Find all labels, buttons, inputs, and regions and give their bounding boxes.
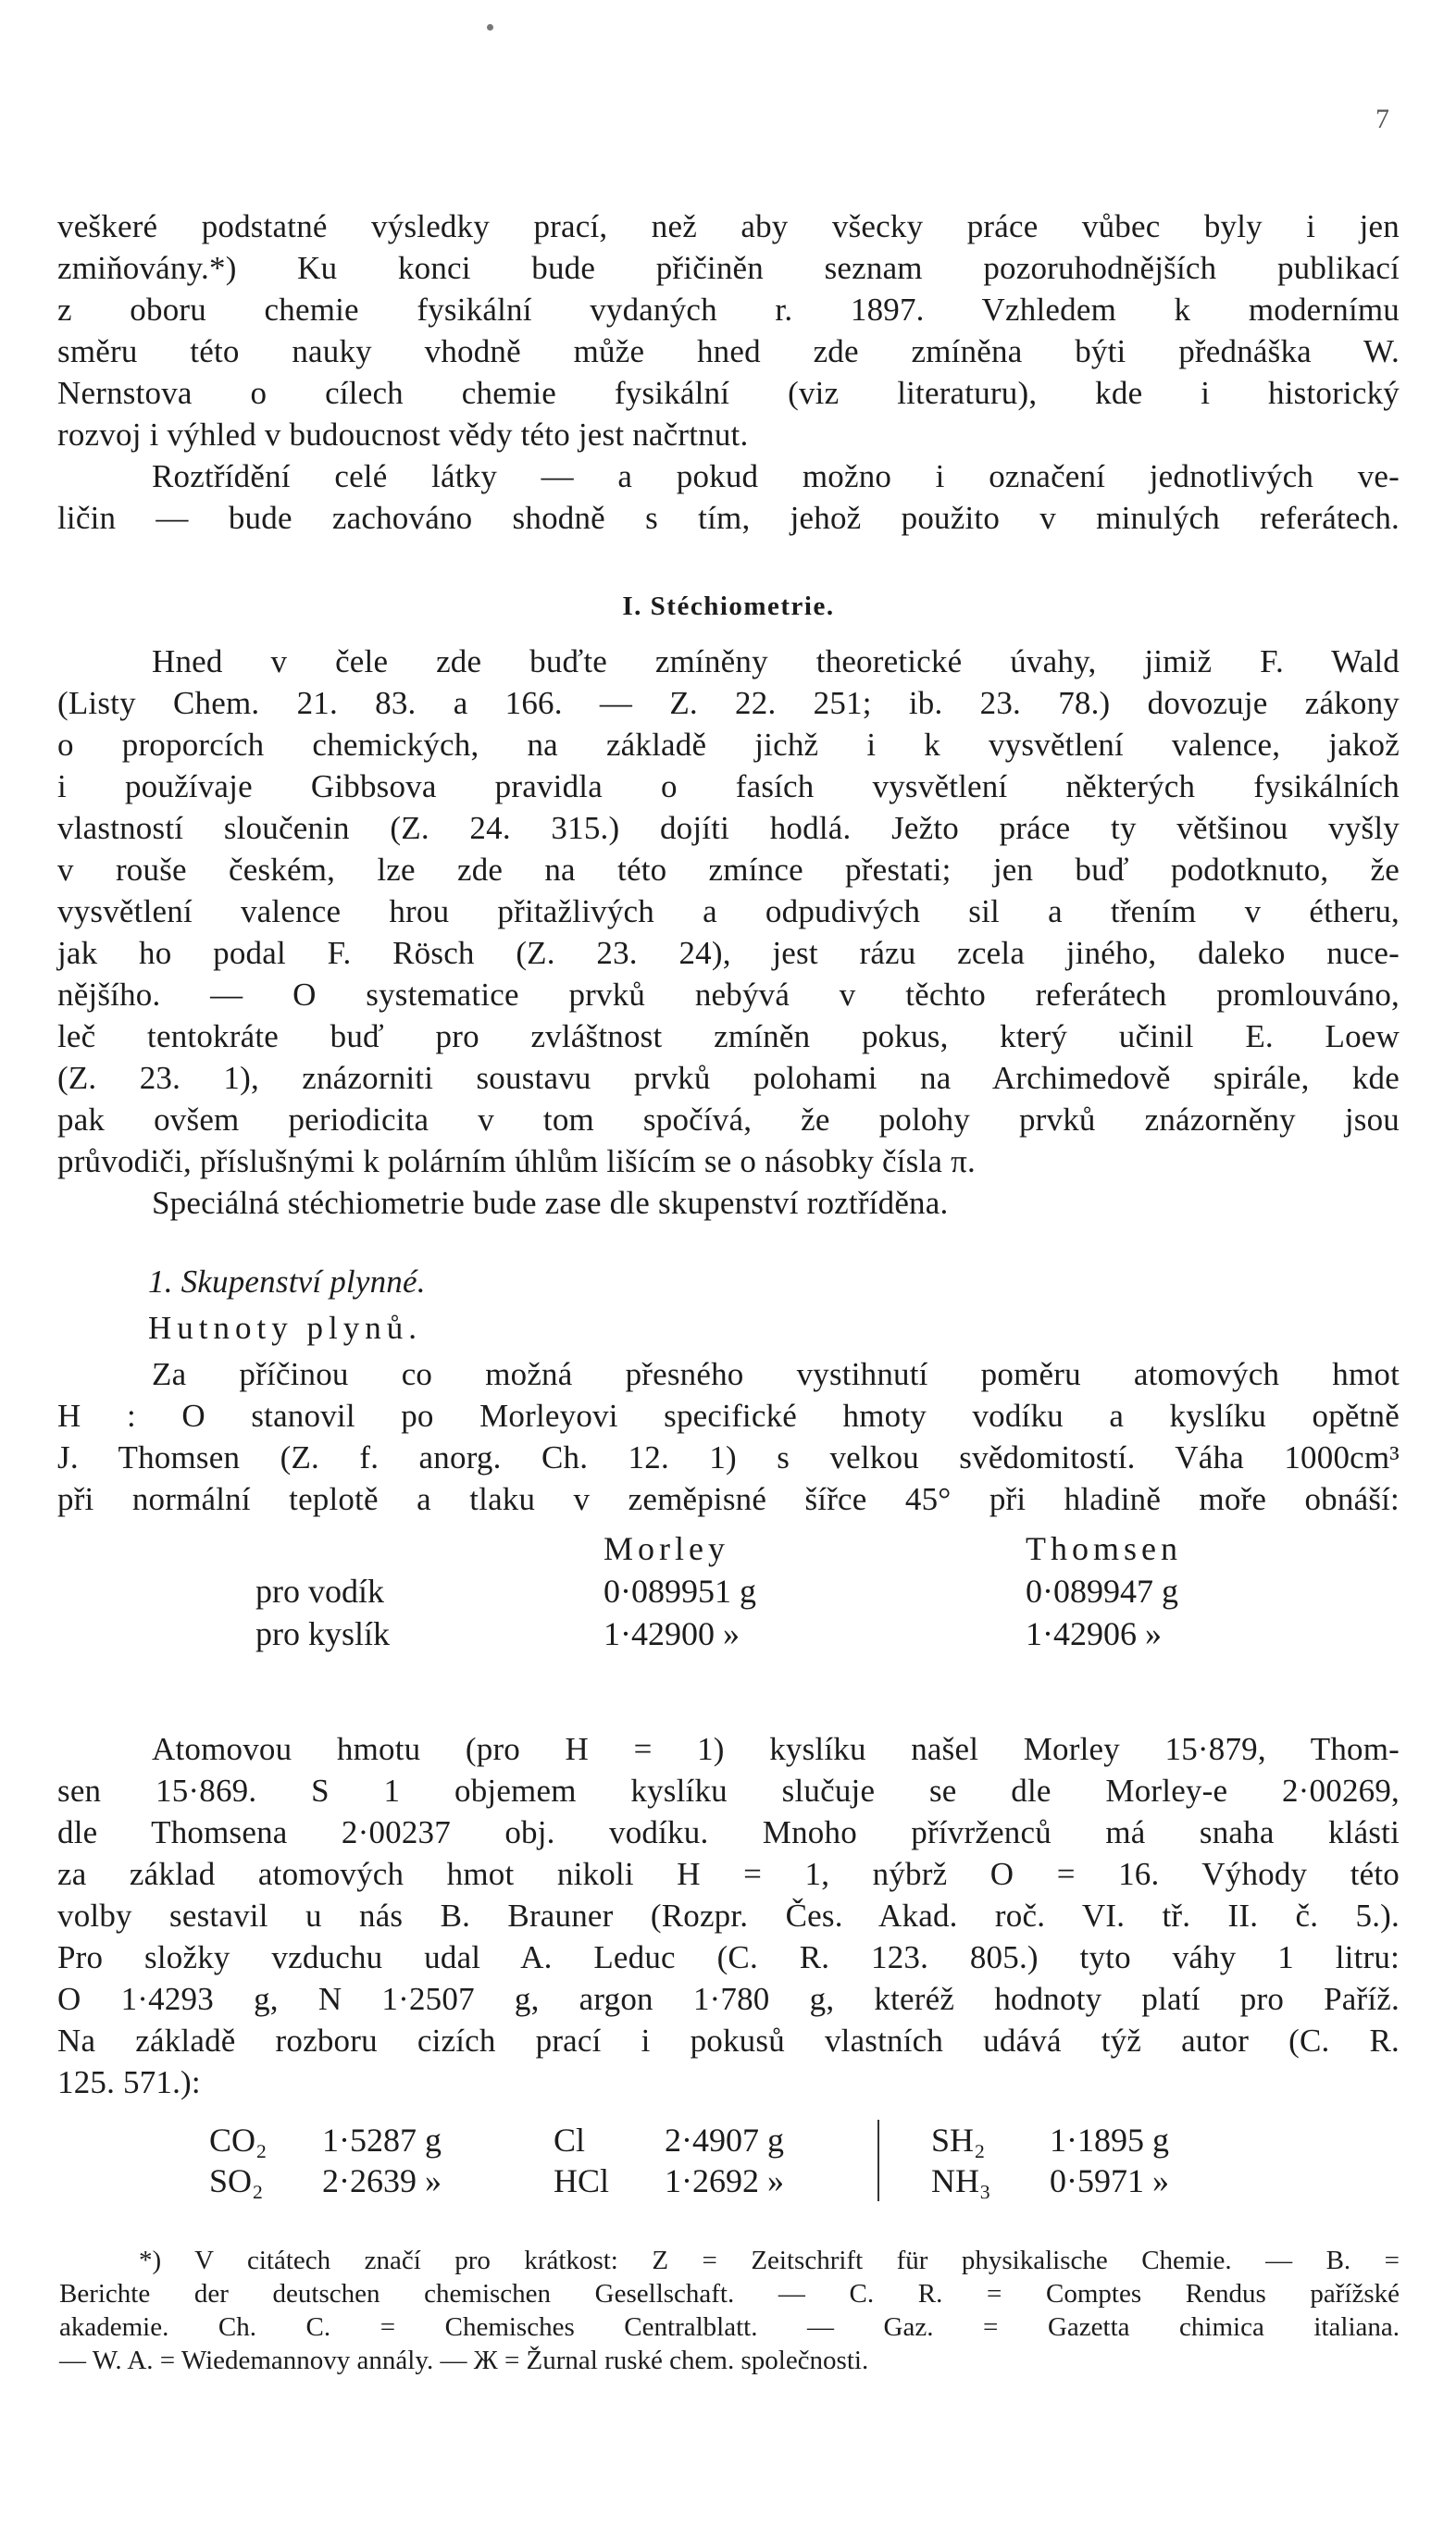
text-line: leč tentokráte buď pro zvláštnost zmíněn pokus, který učinil E. Loew <box>57 1018 1400 1054</box>
text-line: vysvětlení valence hrou přitažlivých a odpudivých sil a třením v étheru, <box>57 893 1400 929</box>
table-cell: 0·089947 g <box>1026 1573 1178 1610</box>
footnote-line: akademie. Ch. C. = Chemisches Centralblatt. — Gaz. = Gazetta chimica italiana. <box>59 2312 1400 2342</box>
table-header-cell <box>255 1527 604 1570</box>
table-row <box>209 2120 1235 2160</box>
topic-heading: Hutnoty plynů. <box>148 1310 422 1346</box>
table-header-cell: Thomsen <box>1026 1530 1182 1567</box>
table-cell: NH₃ <box>878 2160 1050 2201</box>
text-line: i používaje Gibbsova pravidla o fasích vysvětlení některých fysikálních <box>57 768 1400 804</box>
table-cell: CO₂ <box>209 2122 268 2159</box>
text-line: Pro složky vzduchu udal A. Leduc (C. R. 123. 805.) tyto váhy 1 litru: <box>57 1939 1400 1975</box>
table-row <box>209 2160 1235 2201</box>
table-row <box>255 1570 1266 1612</box>
text-line: Na základě rozboru cizích prací i pokusů vlastních udává týž autor (C. R. <box>57 2023 1400 2059</box>
text-line: v rouše českém, lze zde na této zmínce přestati; jen buď podotknuto, že <box>57 852 1400 888</box>
table-cell: 2·2639 » <box>322 2162 442 2199</box>
text-line: z oboru chemie fysikální vydaných r. 1897. Vzhledem k modernímu <box>57 292 1400 328</box>
text-line: H : O stanovil po Morleyovi specifické hmoty vodíku a kyslíku opětně <box>57 1398 1400 1434</box>
text-line: vlastností sloučenin (Z. 24. 315.) dojíti hodlá. Ježto práce ty většinou vyšly <box>57 810 1400 846</box>
table-cell: SO₂ <box>209 2162 264 2199</box>
table-cell: 2·4907 g <box>665 2122 784 2159</box>
table-cell: SH₂ <box>878 2120 1050 2160</box>
table-cell: 1·2692 » <box>665 2162 784 2199</box>
text-line: veškeré podstatné výsledky prací, než aby všecky práce vůbec byly i jen <box>57 208 1400 244</box>
text-line: O 1·4293 g, N 1·2507 g, argon 1·780 g, kteréž hodnoty platí pro Paříž. <box>57 1981 1400 2017</box>
text-line: nějšího. — O systematice prvků nebývá v těchto referátech promlouváno, <box>57 977 1400 1013</box>
text-line: směru této nauky vhodně může hned zde zmíněna býti přednáška W. <box>57 333 1400 369</box>
text-line: Atomovou hmotu (pro H = 1) kyslíku našel Morley 15·879, Thom- <box>152 1731 1400 1767</box>
text-line: rozvoj i výhled v budoucnost vědy této jest načrtnut. <box>57 417 749 453</box>
text-line: Roztřídění celé látky — a pokud možno i označení jednotlivých ve- <box>152 458 1400 494</box>
table-row <box>255 1612 1266 1655</box>
table-header-row <box>255 1527 1266 1570</box>
table-cell: 1·5287 g <box>322 2122 442 2159</box>
text-line: J. Thomsen (Z. f. anorg. Ch. 12. 1) s velkou svědomitostí. Váha 1000cm³ <box>57 1439 1400 1475</box>
table-header-cell: Morley <box>604 1530 729 1567</box>
table-cell: pro kyslík <box>255 1615 391 1652</box>
page-number: 7 <box>1375 104 1389 134</box>
subsection-heading: 1. Skupenství plynné. <box>148 1264 426 1300</box>
table-cell: Cl <box>554 2122 586 2159</box>
gas-weight-table <box>209 2120 1235 2201</box>
table-cell: HCl <box>554 2162 610 2199</box>
text-line: Speciálná stéchiometrie bude zase dle skupenství roztříděna. <box>152 1185 949 1221</box>
text-line: pak ovšem periodicita v tom spočívá, že polohy prvků znázorněny jsou <box>57 1102 1400 1138</box>
footnote-line: — W. A. = Wiedemannovy annály. — Ж = Žurnal ruské chem. společnosti. <box>59 2346 869 2375</box>
text-line: Nernstova o cílech chemie fysikální (viz literaturu), kde i historický <box>57 375 1400 411</box>
text-line: Za příčinou co možná přesného vystihnutí poměru atomových hmot <box>152 1356 1400 1392</box>
density-table <box>255 1527 1266 1655</box>
text-line: (Listy Chem. 21. 83. a 166. — Z. 22. 251; ib. 23. 78.) dovozuje zákony <box>57 685 1400 721</box>
text-line: při normální teplotě a tlaku v zeměpisné šířce 45° při hladině moře obnáší: <box>57 1481 1400 1517</box>
table-cell: 0·089951 g <box>604 1573 756 1610</box>
text-line: ličin — bude zachováno shodně s tím, jehož použito v minulých referátech. <box>57 500 1400 536</box>
text-line: průvodiči, příslušnými k polárním úhlům lišícím se o násobky čísla π. <box>57 1143 976 1179</box>
table-cell: 0·5971 » <box>1050 2162 1169 2199</box>
table-cell: pro vodík <box>255 1573 384 1610</box>
table-cell: 1·42900 » <box>604 1615 740 1652</box>
footnote-line: *) V citátech značí pro krátkost: Z = Zeitschrift für physikalische Chemie. — B. = <box>139 2246 1400 2275</box>
text-line: (Z. 23. 1), znázorniti soustavu prvků polohami na Archimedově spirále, kde <box>57 1060 1400 1096</box>
text-line: o proporcích chemických, na základě jichž i k vysvětlení valence, jakož <box>57 727 1400 763</box>
text-line: dle Thomsena 2·00237 obj. vodíku. Mnoho přívrženců má snaha klásti <box>57 1814 1400 1850</box>
section-heading: I. Stéchiometrie. <box>622 591 835 621</box>
text-line: sen 15·869. S 1 objemem kyslíku slučuje se dle Morley-e 2·00269, <box>57 1773 1400 1809</box>
table-cell: 1·1895 g <box>1050 2122 1169 2159</box>
table-cell: 1·42906 » <box>1026 1615 1162 1652</box>
text-line: volby sestavil u nás B. Brauner (Rozpr. Čes. Akad. roč. VI. tř. II. č. 5.). <box>57 1898 1400 1934</box>
text-line: Hned v čele zde buďte zmíněny theoretické úvahy, jimiž F. Wald <box>152 643 1400 679</box>
text-line: za základ atomových hmot nikoli H = 1, nýbrž O = 16. Výhody této <box>57 1856 1400 1892</box>
text-line: zmiňovány.*) Ku konci bude přičiněn seznam pozoruhodnějších publikací <box>57 250 1400 286</box>
text-line: jak ho podal F. Rösch (Z. 23. 24), jest rázu zcela jiného, daleko nuce- <box>57 935 1400 971</box>
text-line: 125. 571.): <box>57 2064 201 2100</box>
footnote-line: Berichte der deutschen chemischen Gesellschaft. — C. R. = Comptes Rendus pařížské <box>59 2279 1400 2309</box>
print-speck <box>487 24 493 31</box>
